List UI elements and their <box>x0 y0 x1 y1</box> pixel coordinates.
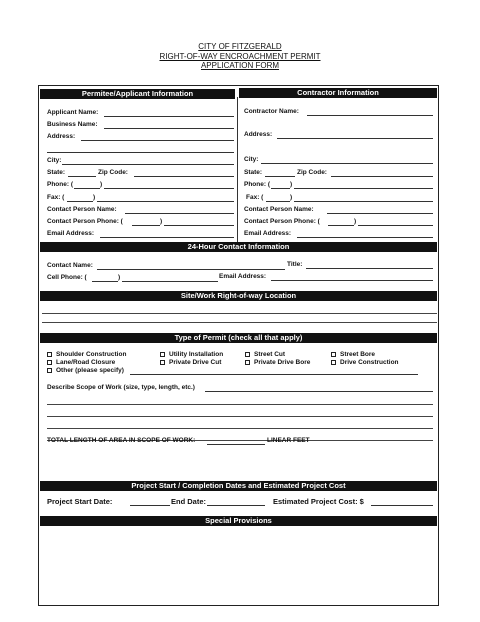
checkbox[interactable] <box>160 352 165 357</box>
estimated-cost-label: Estimated Project Cost: $ <box>273 497 364 506</box>
drive-construction-label: Drive Construction <box>340 359 399 366</box>
end-date-label: End Date: <box>171 497 207 506</box>
scope-line-3[interactable] <box>47 416 433 417</box>
city-field[interactable] <box>62 164 234 165</box>
form-subtitle: APPLICATION FORM <box>200 61 280 70</box>
zip-field[interactable] <box>134 176 234 177</box>
email-field[interactable] <box>100 237 234 238</box>
phone-area-field[interactable] <box>74 188 100 189</box>
contact24-email-label: Email Address: <box>219 273 267 280</box>
contractor-fax-label: Fax: ( <box>246 194 264 201</box>
scope-line-2[interactable] <box>47 404 433 405</box>
fax-label: Fax: ( <box>47 194 65 201</box>
shoulder-construction-option[interactable] <box>47 351 126 359</box>
contact-phone-close-paren: ) <box>160 218 163 225</box>
lane-closure-label: Lane/Road Closure <box>56 359 116 366</box>
phone-field[interactable] <box>104 188 234 189</box>
private-drive-bore-option[interactable] <box>245 359 310 367</box>
applicant-name-label: Applicant Name: <box>47 109 99 116</box>
utility-installation-option[interactable] <box>160 351 223 359</box>
contractor-zip-label: Zip Code: <box>297 169 327 176</box>
location-line-2[interactable] <box>42 322 437 323</box>
contact-person-name-label: Contact Person Name: <box>47 206 117 213</box>
other-label: Other (please specify) <box>56 367 124 374</box>
contractor-fax-close-paren: ) <box>290 194 293 201</box>
shoulder-construction-label: Shoulder Construction <box>56 351 127 358</box>
state-label: State: <box>47 169 66 176</box>
contact24-name-field[interactable] <box>97 269 285 270</box>
private-drive-bore-label: Private Drive Bore <box>254 359 311 366</box>
scope-description-label: Describe Scope of Work (size, type, length, etc.) <box>47 384 195 391</box>
contact24-title-label: Title: <box>287 261 303 268</box>
special-provisions-area[interactable] <box>42 528 437 604</box>
contractor-name-field[interactable] <box>307 115 433 116</box>
total-length-field[interactable] <box>207 444 265 445</box>
lane-closure-option[interactable] <box>47 359 115 367</box>
contact-phone-area-field[interactable] <box>132 225 160 226</box>
cell-phone-area-field[interactable] <box>92 281 118 282</box>
contractor-contact-phone-field[interactable] <box>358 225 433 226</box>
business-name-label: Business Name: <box>47 121 98 128</box>
contractor-phone-area-field[interactable] <box>271 188 290 189</box>
contractor-state-label: State: <box>244 169 263 176</box>
checkbox[interactable] <box>160 360 165 365</box>
contractor-contact-name-label: Contact Person Name: <box>244 206 314 213</box>
business-name-field[interactable] <box>104 128 234 129</box>
contact24-email-field[interactable] <box>271 280 433 281</box>
drive-construction-option[interactable] <box>331 359 399 367</box>
end-date-field[interactable] <box>207 505 265 506</box>
location-section-header: Site/Work Right-of-way Location <box>40 291 437 301</box>
other-option[interactable] <box>47 367 124 375</box>
contact24-title-field[interactable] <box>306 268 433 269</box>
checkbox[interactable] <box>245 352 250 357</box>
other-specify-field[interactable] <box>130 374 418 375</box>
street-bore-label: Street Bore <box>340 351 376 358</box>
utility-installation-label: Utility Installation <box>169 351 224 358</box>
start-date-field[interactable] <box>130 505 170 506</box>
checkbox[interactable] <box>47 352 52 357</box>
column-divider <box>237 97 238 242</box>
special-provisions-section-header: Special Provisions <box>40 516 437 526</box>
total-length-label: TOTAL LENGTH OF AREA IN SCOPE OF WORK: <box>47 437 196 444</box>
city-title: CITY OF FITZGERALD <box>198 42 282 51</box>
start-date-label: Project Start Date: <box>47 497 113 506</box>
contractor-contact-phone-close-paren: ) <box>354 218 357 225</box>
checkbox[interactable] <box>47 368 52 373</box>
private-drive-cut-option[interactable] <box>160 359 221 367</box>
cell-phone-field[interactable] <box>122 281 218 282</box>
fax-close-paren: ) <box>93 194 96 201</box>
linear-feet-label: LINEAR FEET <box>267 437 310 444</box>
state-field[interactable] <box>68 176 96 177</box>
contact-person-phone-field[interactable] <box>164 225 234 226</box>
contractor-city-field[interactable] <box>261 163 433 164</box>
contractor-email-label: Email Address: <box>244 230 292 237</box>
phone-label: Phone: ( <box>47 181 73 188</box>
address-label: Address: <box>47 133 76 140</box>
contact24-section-header: 24-Hour Contact Information <box>40 242 437 252</box>
zip-label: Zip Code: <box>98 169 128 176</box>
address-line-2[interactable] <box>47 152 234 153</box>
fax-area-field[interactable] <box>67 201 93 202</box>
cell-phone-close-paren: ) <box>118 274 121 281</box>
scope-line-4[interactable] <box>47 428 433 429</box>
contractor-name-label: Contractor Name: <box>244 108 299 115</box>
applicant-name-field[interactable] <box>104 116 234 117</box>
checkbox[interactable] <box>245 360 250 365</box>
contractor-contact-phone-area-field[interactable] <box>328 225 354 226</box>
dates-section-header: Project Start / Completion Dates and Estimated Project Cost <box>40 481 437 491</box>
checkbox[interactable] <box>331 360 336 365</box>
private-drive-cut-label: Private Drive Cut <box>169 359 222 366</box>
contractor-contact-name-field[interactable] <box>327 213 433 214</box>
address-field[interactable] <box>81 140 234 141</box>
contractor-fax-field[interactable] <box>294 201 433 202</box>
contractor-phone-field[interactable] <box>294 188 433 189</box>
cell-phone-label: Cell Phone: ( <box>47 274 87 281</box>
permit-title: RIGHT-OF-WAY ENCROACHMENT PERMIT <box>159 52 321 61</box>
street-cut-label: Street Cut <box>254 351 286 358</box>
contractor-email-field[interactable] <box>297 237 433 238</box>
location-line-1[interactable] <box>42 313 437 314</box>
contractor-phone-label: Phone: ( <box>244 181 270 188</box>
city-label: City: <box>47 157 62 164</box>
contractor-section-header: Contractor Information <box>239 88 437 98</box>
checkbox[interactable] <box>331 352 336 357</box>
permit-type-section-header: Type of Permit (check all that apply) <box>40 333 437 343</box>
contact-person-name-field[interactable] <box>125 213 234 214</box>
street-cut-option[interactable] <box>245 351 285 359</box>
phone-close-paren: ) <box>100 181 103 188</box>
contractor-phone-close-paren: ) <box>290 181 293 188</box>
fax-field[interactable] <box>97 201 234 202</box>
contact-person-phone-label: Contact Person Phone: ( <box>47 218 123 225</box>
contact24-name-label: Contact Name: <box>47 262 93 269</box>
checkbox[interactable] <box>47 360 52 365</box>
email-label: Email Address: <box>47 230 95 237</box>
contractor-city-label: City: <box>244 156 259 163</box>
contractor-address-field[interactable] <box>277 138 433 139</box>
estimated-cost-field[interactable] <box>371 505 433 506</box>
contractor-state-field[interactable] <box>265 176 295 177</box>
contractor-zip-field[interactable] <box>331 176 433 177</box>
scope-field[interactable] <box>205 391 433 392</box>
contractor-address-label: Address: <box>244 131 273 138</box>
contractor-fax-area-field[interactable] <box>266 201 290 202</box>
contractor-contact-phone-label: Contact Person Phone: ( <box>244 218 320 225</box>
street-bore-option[interactable] <box>331 351 375 359</box>
permitee-section-header: Permitee/Applicant Information <box>40 89 235 99</box>
